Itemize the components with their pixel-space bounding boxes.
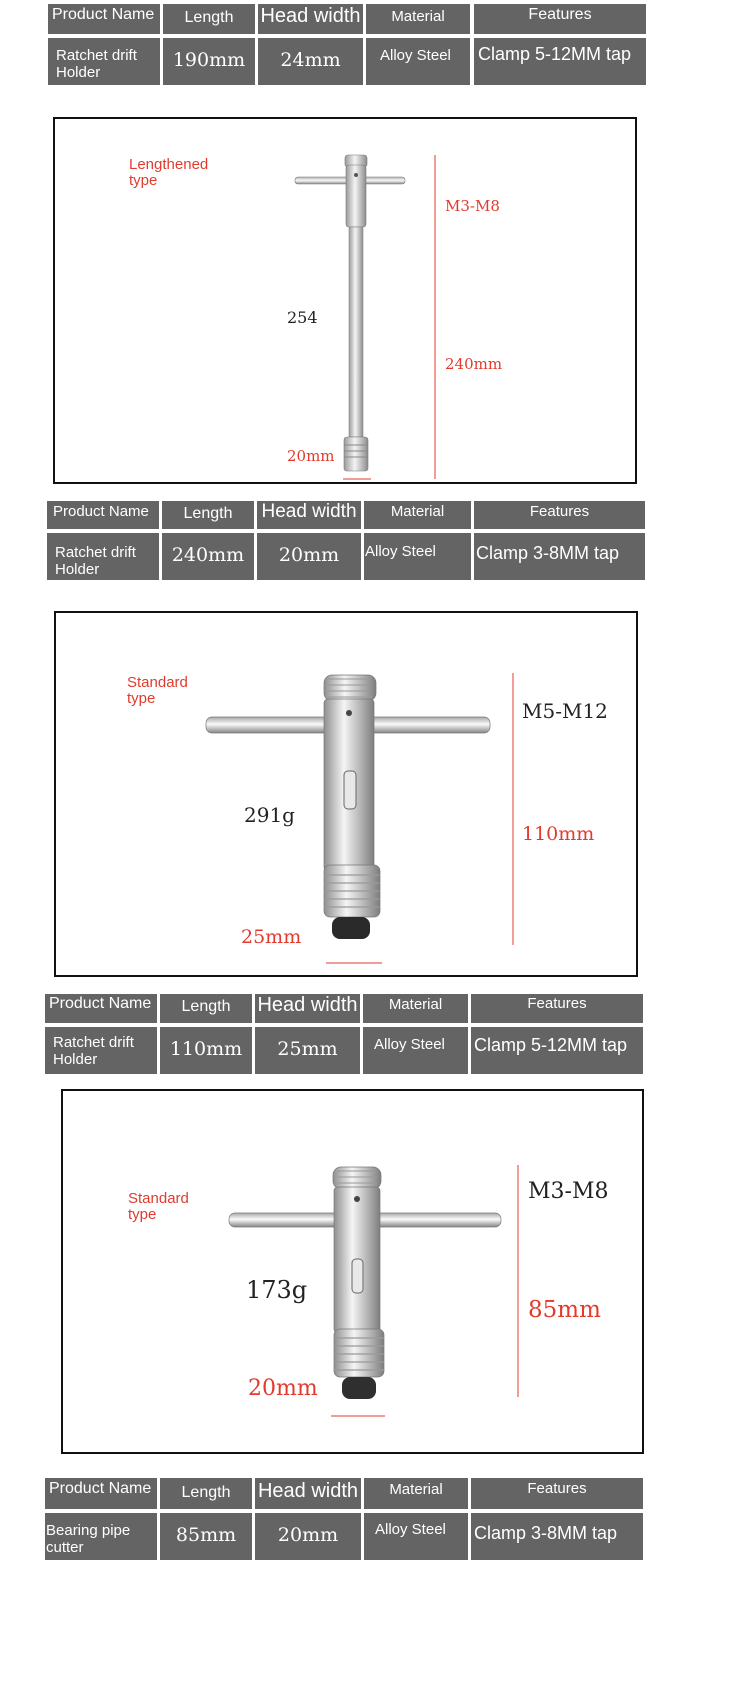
- header-material: Material: [363, 994, 468, 1023]
- header-material: Material: [366, 4, 470, 34]
- product-photo-standard-small: [61, 1089, 644, 1454]
- cell-features: Clamp 5-12MM tap: [471, 1027, 643, 1074]
- header-head-width: Head width: [258, 4, 363, 34]
- header-product-name: Product Name: [48, 4, 160, 34]
- cell-features: Clamp 3-8MM tap: [471, 1513, 643, 1560]
- width-label: 25mm: [241, 926, 302, 948]
- weight-label: 173g: [246, 1276, 308, 1304]
- tap-wrench-illustration: [63, 1091, 644, 1454]
- length-label: 110mm: [522, 823, 595, 845]
- cell-head-width: 20mm: [257, 533, 361, 580]
- header-head-width: Head width: [255, 1478, 361, 1509]
- header-features: Features: [471, 994, 643, 1023]
- length-label: 240mm: [445, 355, 503, 373]
- cell-features: Clamp 3-8MM tap: [474, 533, 645, 580]
- header-product-name: Product Name: [45, 1478, 157, 1509]
- cell-product: Ratchet drift Holder: [48, 38, 160, 85]
- type-label: Standard type: [127, 674, 188, 707]
- header-material: Material: [364, 1478, 468, 1509]
- cell-head-width: 25mm: [255, 1027, 360, 1074]
- header-head-width: Head width: [255, 994, 360, 1023]
- weight-label: 254: [287, 308, 318, 327]
- cell-length: 85mm: [160, 1513, 252, 1560]
- cell-length: 190mm: [163, 38, 255, 85]
- product-photo-lengthened: [53, 117, 637, 484]
- cell-product: Ratchet drift Holder: [47, 533, 159, 580]
- header-length: Length: [163, 4, 255, 34]
- tap-wrench-illustration: [56, 613, 638, 977]
- cell-features: Clamp 5-12MM tap: [474, 38, 646, 85]
- cell-head-width: 20mm: [255, 1513, 361, 1560]
- header-product-name: Product Name: [45, 994, 157, 1023]
- width-label: 20mm: [287, 447, 335, 465]
- header-head-width: Head width: [257, 501, 361, 529]
- length-label: 85mm: [528, 1297, 601, 1323]
- header-length: Length: [160, 994, 252, 1023]
- header-length: Length: [162, 501, 254, 529]
- width-label: 20mm: [248, 1376, 318, 1401]
- cell-head-width: 24mm: [258, 38, 363, 85]
- type-label: Standard type: [128, 1190, 189, 1223]
- cell-length: 240mm: [162, 533, 254, 580]
- type-label: Lengthened type: [129, 156, 209, 189]
- range-label: M3-M8: [528, 1179, 609, 1204]
- cell-material: Alloy Steel: [364, 1513, 468, 1560]
- cell-material: Alloy Steel: [364, 533, 471, 580]
- cell-material: Alloy Steel: [366, 38, 470, 85]
- range-label: M3-M8: [445, 197, 500, 215]
- header-features: Features: [474, 4, 646, 34]
- header-features: Features: [474, 501, 645, 529]
- header-length: Length: [160, 1478, 252, 1509]
- header-material: Material: [364, 501, 471, 529]
- cell-material: Alloy Steel: [363, 1027, 468, 1074]
- range-label: M5-M12: [522, 699, 608, 723]
- cell-product: Ratchet drift Holder: [45, 1027, 157, 1074]
- cell-product: Bearing pipe cutter: [45, 1513, 157, 1560]
- header-features: Features: [471, 1478, 643, 1509]
- weight-label: 291g: [244, 803, 295, 827]
- header-product-name: Product Name: [47, 501, 159, 529]
- product-photo-standard-large: [54, 611, 638, 977]
- cell-length: 110mm: [160, 1027, 252, 1074]
